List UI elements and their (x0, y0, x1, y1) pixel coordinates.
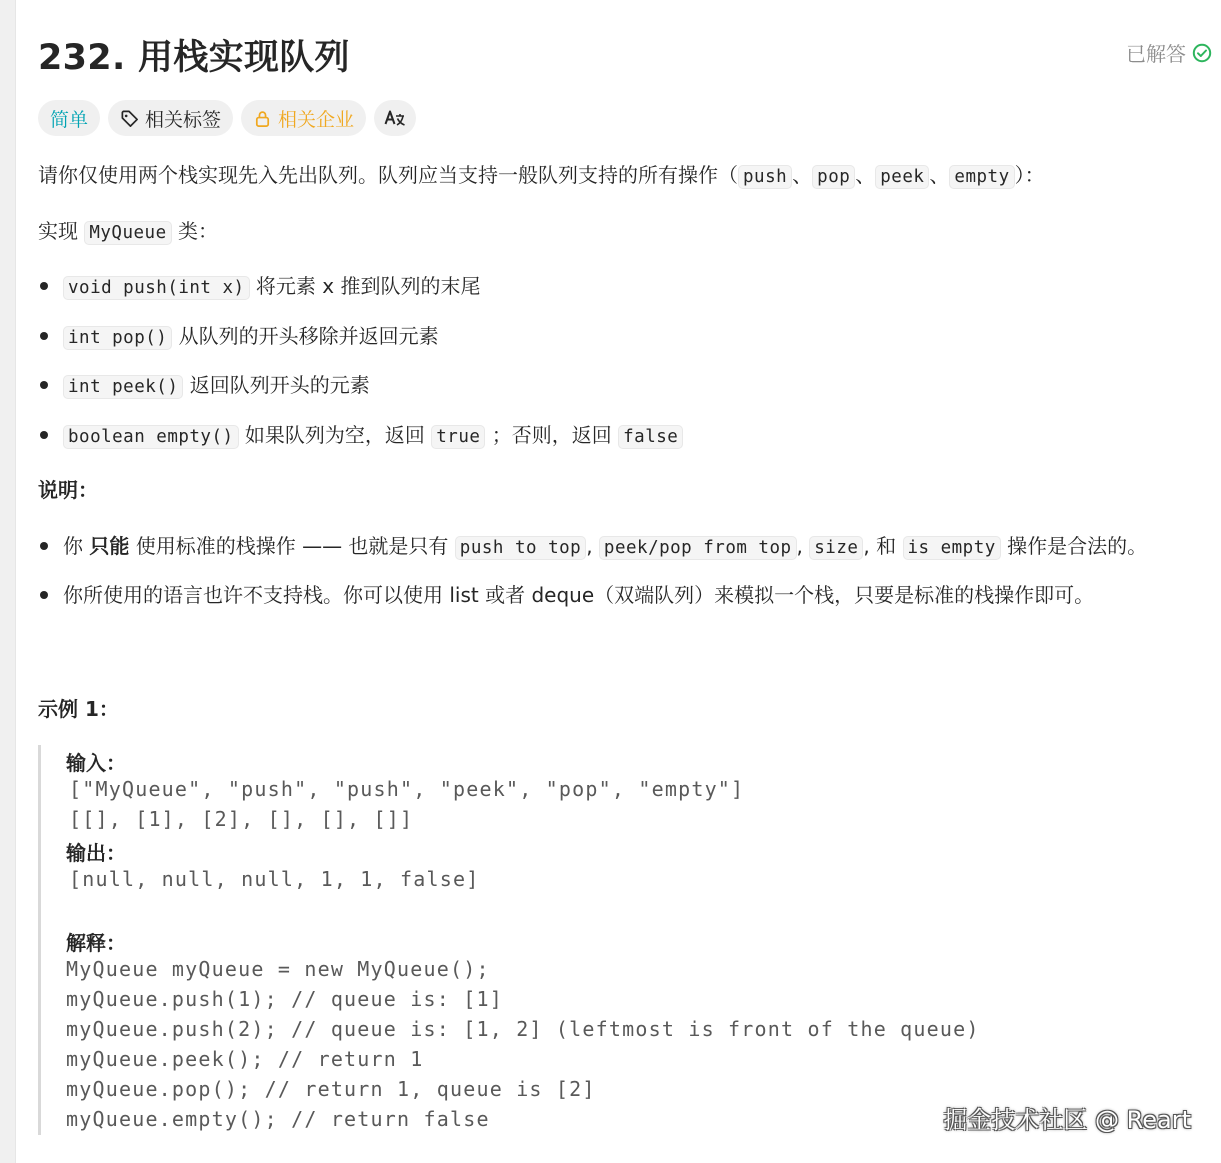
related-tags-button[interactable] (108, 100, 233, 136)
tag-icon (120, 109, 139, 128)
impl-paragraph (38, 216, 218, 248)
op-code: is empty (903, 536, 1001, 560)
solved-label: 已解答 (1126, 42, 1186, 66)
note-text: 你 (63, 534, 90, 558)
class-name-code: MyQueue (84, 221, 171, 245)
method-signature: void push(int x) (63, 276, 250, 300)
related-companies-label: 相关企业 (278, 108, 355, 131)
explain-line: MyQueue myQueue = new MyQueue(); (66, 957, 490, 981)
op-code: push to top (455, 536, 586, 560)
tag-bar (38, 100, 416, 136)
method-desc: 从队列的开头移除并返回元素 (172, 324, 439, 348)
op-push: push (738, 165, 792, 189)
note-sep: , (586, 534, 599, 558)
op-pop: pop (812, 165, 855, 189)
bullet-dot (40, 542, 48, 550)
watermark: 掘金技术社区 @ Reart (943, 1106, 1191, 1134)
difficulty-badge[interactable] (38, 100, 100, 136)
method-signature: int pop() (63, 326, 172, 350)
op-peek: peek (875, 165, 929, 189)
false-code: false (618, 425, 683, 449)
intro-end: ）： (1014, 163, 1045, 187)
related-tags-label: 相关标签 (145, 108, 222, 131)
check-circle-icon (1192, 43, 1212, 63)
method-signature: boolean empty() (63, 425, 239, 449)
problem-title[interactable]: 232. 用栈实现队列 (38, 38, 350, 78)
translate-button[interactable] (374, 100, 416, 136)
bullet-dot (40, 381, 48, 389)
bullet-dot (40, 332, 48, 340)
input-label: 输入： (66, 751, 126, 775)
intro-text: 请你仅使用两个栈实现先入先出队列。队列应当支持一般队列支持的所有操作（ (38, 163, 738, 187)
explain-line: myQueue.peek(); // return 1 (66, 1047, 424, 1071)
op-code: size (809, 536, 863, 560)
sep: 、 (855, 163, 876, 187)
intro-paragraph (38, 160, 1045, 192)
example-block (38, 745, 1181, 1135)
note-text: 使用标准的栈操作 —— 也就是只有 (129, 534, 455, 558)
notes-heading: 说明： (38, 478, 98, 502)
method-desc: 如果队列为空，返回 (238, 423, 432, 447)
sep: 、 (929, 163, 950, 187)
translate-icon (384, 108, 406, 128)
explain-line: myQueue.empty(); // return false (66, 1107, 490, 1131)
impl-text-end: 类： (171, 219, 218, 243)
explain-line: myQueue.push(1); // queue is: [1] (66, 987, 503, 1011)
left-panel-edge (0, 0, 16, 1163)
sep: 、 (792, 163, 813, 187)
method-desc: ；否则，返回 (485, 423, 619, 447)
method-desc: 将元素 x 推到队列的末尾 (249, 274, 481, 298)
explain-label: 解释： (66, 931, 126, 955)
bullet-dot (40, 431, 48, 439)
note-sep: , 和 (863, 534, 903, 558)
note-text: 你所使用的语言也许不支持栈。你可以使用 list 或者 deque（双端队列）来模拟一个栈，只要是标准的栈操作即可。 (63, 583, 1095, 607)
lock-icon (253, 109, 272, 128)
example-heading: 示例 1： (38, 697, 119, 721)
explain-line: myQueue.pop(); // return 1, queue is [2] (66, 1077, 596, 1101)
method-desc: 返回队列开头的元素 (183, 373, 370, 397)
bullet-dot (40, 282, 48, 290)
note-bold: 只能 (89, 534, 130, 558)
note-text: 操作是合法的。 (1000, 534, 1148, 558)
note-sep: , (796, 534, 810, 558)
solved-status (1126, 38, 1212, 67)
op-code: peek/pop from top (599, 536, 797, 560)
problem-header (38, 0, 1208, 90)
method-signature: int peek() (63, 375, 183, 399)
input-line: ["MyQueue", "push", "push", "peek", "pop", "empty"] (69, 777, 745, 801)
output-label: 输出： (66, 841, 126, 865)
true-code: true (431, 425, 485, 449)
op-empty: empty (949, 165, 1014, 189)
difficulty-label: 简单 (50, 108, 89, 131)
explain-line: myQueue.push(2); // queue is: [1, 2] (leftmost is front of the queue) (66, 1017, 980, 1041)
impl-text: 实现 (38, 219, 85, 243)
related-companies-button[interactable] (241, 100, 366, 136)
bullet-dot (40, 591, 48, 599)
input-line: [[], [1], [2], [], [], []] (69, 807, 414, 831)
output-line: [null, null, null, 1, 1, false] (69, 867, 480, 891)
